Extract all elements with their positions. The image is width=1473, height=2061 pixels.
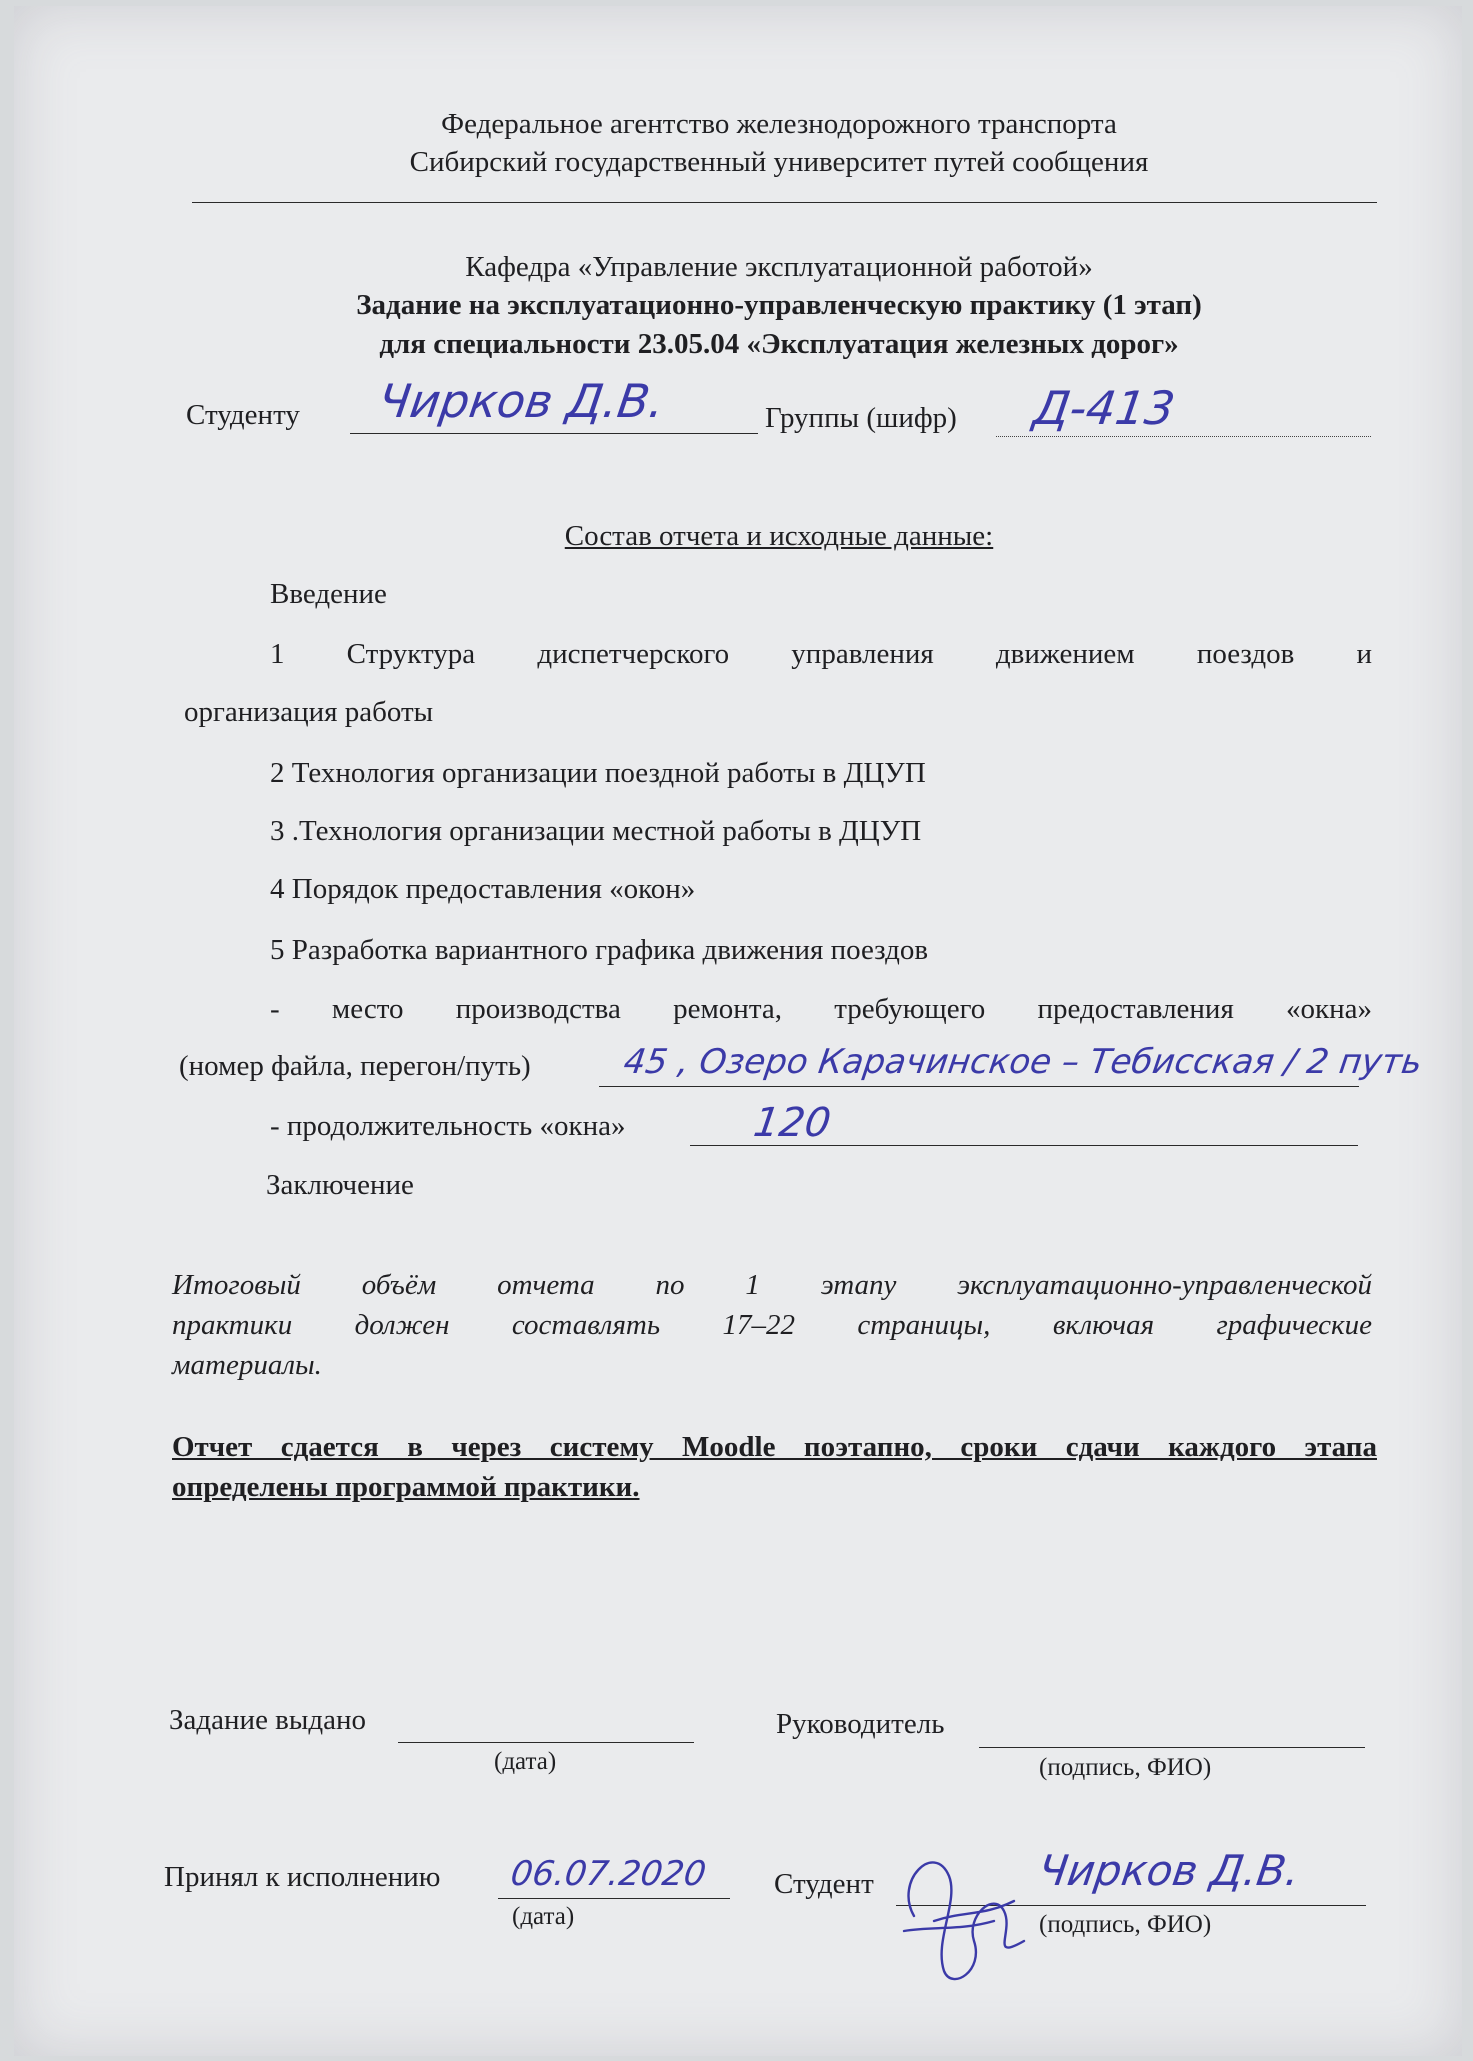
- issued-label: Задание выдано: [169, 1704, 367, 1736]
- note-line-2: практики должен составлять 17–22 страницы, включая графические: [172, 1309, 1372, 1341]
- group-field-line: [996, 436, 1371, 437]
- note-line-3: материалы.: [172, 1349, 322, 1381]
- accepted-date-line: [498, 1898, 730, 1899]
- student-label: Студенту: [186, 399, 300, 431]
- university-name: Сибирский государственный университет путей сообщения: [409, 146, 1149, 178]
- student-name-handwritten: Чирков Д.В.: [375, 374, 668, 428]
- note-line-1: Итоговый объём отчета по 1 этапу эксплуатационно-управленческой: [172, 1269, 1372, 1301]
- student-name-signature: Чирков Д.В.: [1035, 1846, 1303, 1895]
- header-rule: [192, 202, 1377, 203]
- item-2: 2 Технология организации поездной работы в ДЦУП: [270, 757, 926, 789]
- group-label: Группы (шифр): [765, 402, 957, 434]
- department-name: Кафедра «Управление эксплуатационной работой»: [465, 251, 1093, 283]
- repair-place-label: (номер файла, перегон/путь): [179, 1050, 531, 1082]
- submission-note-line-2: определены программой практики.: [172, 1471, 640, 1503]
- item-5: 5 Разработка вариантного графика движения поездов: [270, 934, 929, 966]
- specialty-title: для специальности 23.05.04 «Эксплуатация железных дорог»: [379, 328, 1179, 360]
- window-duration-handwritten: 120: [750, 1100, 834, 1146]
- repair-value-handwritten: 45 , Озеро Карачинское – Тебисская / 2 путь: [621, 1042, 1425, 1082]
- item-intro: Введение: [270, 578, 387, 610]
- handwritten-signature: [874, 1821, 1044, 2001]
- accepted-date-caption: (дата): [512, 1903, 575, 1930]
- section-title: Состав отчета и исходные данные:: [564, 520, 994, 552]
- student-sign-caption: (подпись, ФИО): [1039, 1911, 1212, 1938]
- supervisor-sign-caption: (подпись, ФИО): [1039, 1754, 1212, 1781]
- accepted-date-handwritten: 06.07.2020: [508, 1854, 709, 1894]
- issued-date-line: [398, 1742, 694, 1743]
- window-duration-label: - продолжительность «окна»: [270, 1110, 626, 1142]
- task-title: Задание на эксплуатационно-управленческую практику (1 этап): [356, 289, 1202, 321]
- item-4: 4 Порядок предоставления «окон»: [270, 873, 696, 905]
- repair-field-line: [599, 1086, 1359, 1087]
- accepted-label: Принял к исполнению: [164, 1861, 441, 1893]
- item-3: 3 .Технология организации местной работы в ДЦУП: [270, 815, 922, 847]
- supervisor-sign-line: [979, 1747, 1365, 1748]
- supervisor-label: Руководитель: [776, 1708, 945, 1740]
- document-sheet: [14, 6, 1462, 2056]
- repair-place: - место производства ремонта, требующего предоставления «окна»: [270, 993, 1372, 1025]
- student-field-line: [350, 433, 758, 434]
- issued-date-caption: (дата): [494, 1748, 557, 1775]
- student-sign-label: Студент: [774, 1868, 874, 1900]
- item-conclusion: Заключение: [266, 1169, 414, 1201]
- agency-name: Федеральное агентство железнодорожного транспорта: [441, 108, 1117, 140]
- item-1: 1 Структура диспетчерского управления движением поездов и: [270, 638, 1372, 670]
- group-code-handwritten: Д-413: [1030, 381, 1179, 435]
- submission-note-line-1: Отчет сдается в через систему Moodle поэтапно, сроки сдачи каждого этапа: [172, 1431, 1377, 1463]
- item-1-cont: организация работы: [184, 696, 434, 728]
